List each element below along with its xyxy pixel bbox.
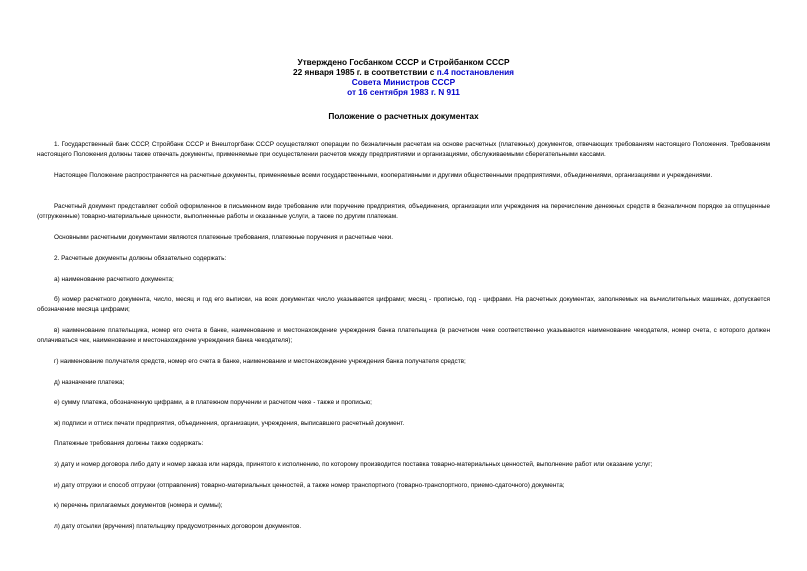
list-item: в) наименование плательщика, номер его счета в банке, наименование и местонахождение учреждения банка плательщика (в расчетном чеке соответственно указываются наименование чекодателя, номер счета, с которого должен оплачиваться чек, наименование и местонахождение учреждения банка чекодателя); (37, 327, 770, 345)
council-link[interactable]: Совета Министров СССР (351, 77, 456, 87)
list-item: а) наименование расчетного документа; (54, 276, 174, 283)
approval-line-2 (0, 67, 807, 77)
list-item: и) дату отгрузки и способ отгрузки (отправления) товарно-материальных ценностей, а также номер транспортного (товарно-транспортного, приемо-сдаточного) документа; (54, 482, 565, 489)
approval-date-text: 22 января 1985 г. в соответствии с (292, 67, 437, 77)
list-item: д) назначение платежа; (54, 379, 125, 386)
paragraph: Основными расчетными документами являются платежные требования, платежные поручения и расчетные чеки. (54, 234, 393, 241)
list-item: г) наименование получателя средств, номер его счета в банке, наименование и местонахождение учреждения банка получателя средств; (54, 358, 466, 365)
paragraph: Расчетный документ представляет собой оформленное в письменном виде требование или поручение предприятия, объединения, организации или учреждения на перечисление денежных средств в безналичном порядке за отпущенные (отгруженные) товарно-материальные ценности, выполненные работы и оказанные услуги, а также по другим платежам. (37, 203, 770, 221)
paragraph: 2. Расчетные документы должны обязательно содержать: (54, 255, 227, 262)
resolution-link[interactable]: п.4 постановления (436, 67, 515, 77)
list-item: б) номер расчетного документа, число, месяц и год его выписки, на всех документах число указывается цифрами; месяц - прописью, год - цифрами. На расчетных документах, заполняемых на вычислительных машинах, допускается обозначение месяца цифрами; (37, 296, 770, 314)
list-item: з) дату и номер договора либо дату и номер заказа или наряда, принятого к исполнению, по которому производится поставка товарно-материальных ценностей, выполнение работ или оказание услуг; (54, 461, 653, 468)
list-item: е) сумму платежа, обозначенную цифрами, а в платежном поручении и расчетом чеке - также и прописью; (54, 399, 372, 406)
paragraph: Настоящее Положение распространяется на расчетные документы, применяемые всеми государственными, кооперативными и другими общественными предприятиями, объединениями, организациями и учреждениями. (54, 172, 713, 179)
resolution-date-link[interactable]: от 16 сентября 1983 г. N 911 (347, 87, 460, 97)
approval-line-1: Утверждено Госбанком СССР и Стройбанком СССР (297, 57, 510, 67)
paragraph: 1. Государственный банк СССР, Стройбанк СССР и Внешторгбанк СССР осуществляют операции по безналичным расчетам на основе расчетных (платежных) документов, отвечающих требованиям настоящего Положения. Требованиям настоящего Положения должны также отвечать документы, применяемые при осуществлении расчетов между предприятиями и организациями, обслуживаемыми сберегательными кассами. (37, 141, 770, 159)
list-item: к) перечень прилагаемых документов (номера и суммы); (54, 502, 223, 509)
paragraph: Платежные требования должны также содержать: (54, 440, 204, 447)
list-item: ж) подписи и оттиск печати предприятия, объединения, организации, учреждения, выписавшего расчетный документ. (54, 420, 405, 427)
approval-header (0, 57, 807, 97)
list-item: л) дату отсылки (вручения) плательщику предусмотренных договором документов. (54, 523, 302, 530)
document-title: Положение о расчетных документах (328, 111, 479, 121)
